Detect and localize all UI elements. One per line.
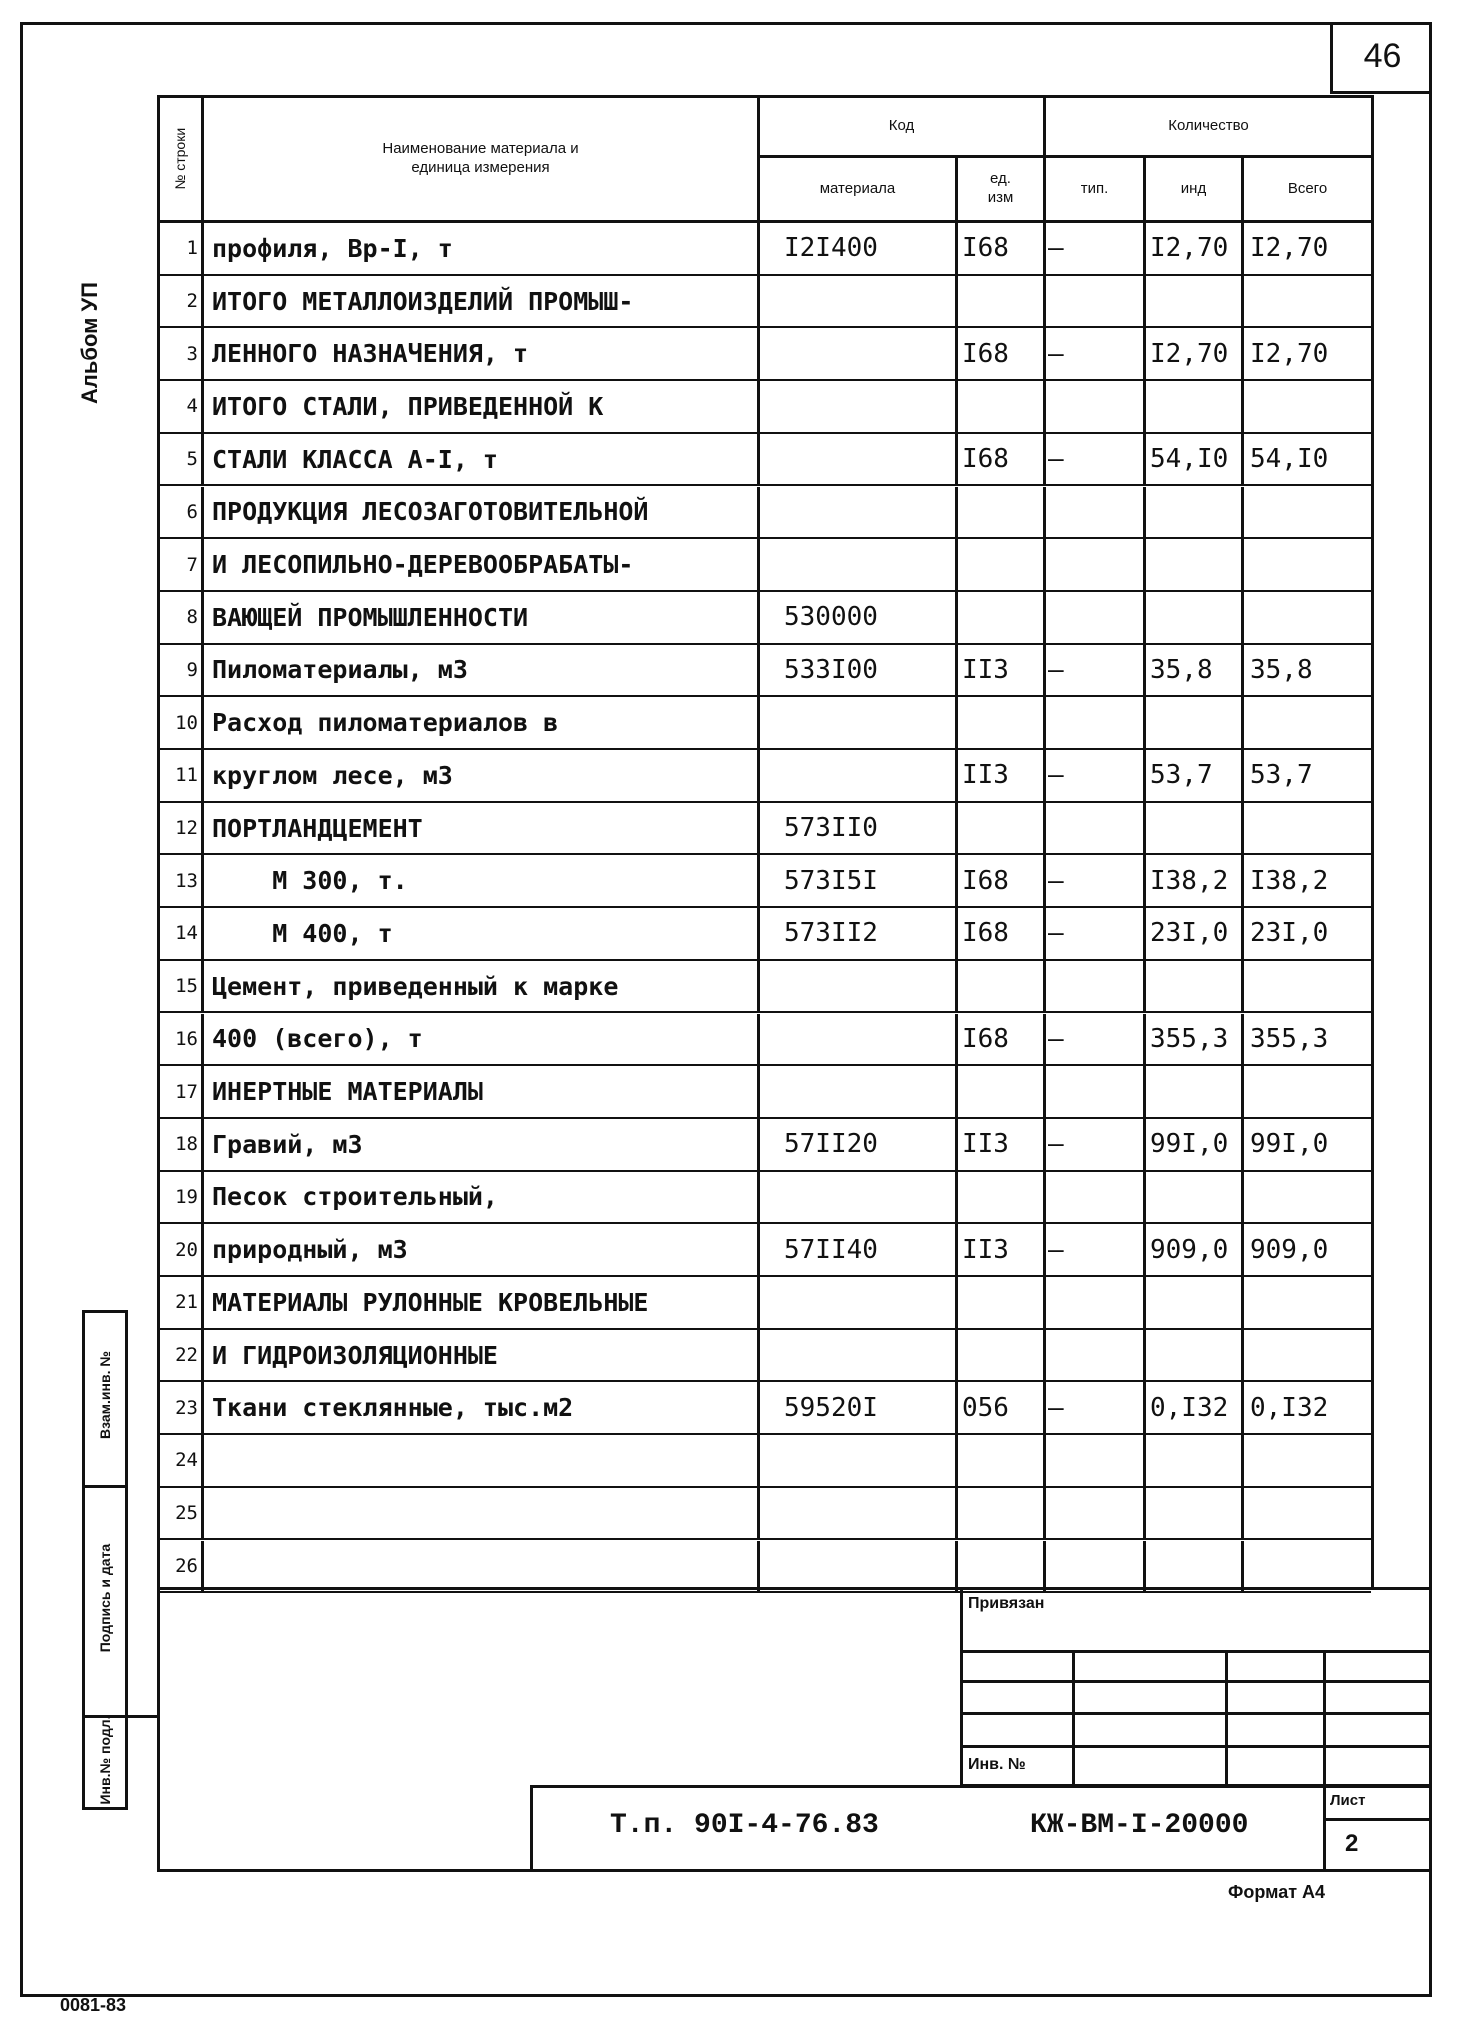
qty-typ bbox=[1046, 592, 1146, 643]
qty-total bbox=[1244, 1066, 1371, 1117]
unit-code: I68 bbox=[958, 1014, 1046, 1065]
qty-typ: – bbox=[1046, 750, 1146, 801]
material-code bbox=[760, 1172, 958, 1223]
qty-ind bbox=[1146, 487, 1244, 538]
qty-total bbox=[1244, 961, 1371, 1012]
unit-code bbox=[958, 803, 1046, 854]
qty-total bbox=[1244, 1488, 1371, 1539]
stamp-inv-label: Инв.№ подл. bbox=[97, 1715, 113, 1805]
qty-total: 909,0 bbox=[1250, 1234, 1329, 1265]
material-code: I2I400 bbox=[760, 223, 958, 274]
row-number: 3 bbox=[160, 328, 204, 379]
header-qty-ind: инд bbox=[1146, 158, 1244, 223]
qty-typ: – bbox=[1046, 1224, 1146, 1275]
row-number: 19 bbox=[160, 1172, 204, 1223]
table-row bbox=[160, 223, 1371, 276]
material-name: ИТОГО СТАЛИ, ПРИВЕДЕННОЙ К bbox=[204, 381, 760, 432]
qty-ind: I38,2 bbox=[1146, 855, 1244, 906]
qty-ind bbox=[1146, 803, 1244, 854]
material-code bbox=[760, 961, 958, 1012]
qty-typ bbox=[1046, 961, 1146, 1012]
qty-typ bbox=[1046, 697, 1146, 748]
qty-total: 35,8 bbox=[1250, 654, 1313, 685]
row-number: 24 bbox=[160, 1435, 204, 1486]
qty-total bbox=[1244, 592, 1371, 643]
material-code bbox=[760, 1541, 958, 1592]
material-code bbox=[760, 381, 958, 432]
row-number: 22 bbox=[160, 1330, 204, 1381]
qty-total: 0,I32 bbox=[1250, 1392, 1329, 1423]
qty-ind: I2,70 bbox=[1146, 328, 1244, 379]
unit-code bbox=[958, 1330, 1046, 1381]
material-code bbox=[760, 276, 958, 327]
header-qty-total: Всего bbox=[1244, 158, 1371, 223]
material-code: 573II0 bbox=[760, 803, 958, 854]
qty-typ bbox=[1046, 276, 1146, 327]
qty-total: 355,3 bbox=[1250, 1023, 1329, 1054]
row-number: 4 bbox=[160, 381, 204, 432]
unit-code bbox=[958, 381, 1046, 432]
list-number: 2 bbox=[1345, 1830, 1359, 1857]
material-name: И ЛЕСОПИЛЬНО-ДЕРЕВООБРАБАТЫ- bbox=[204, 539, 760, 590]
qty-ind bbox=[1146, 1541, 1244, 1592]
row-number: 8 bbox=[160, 592, 204, 643]
material-code bbox=[760, 434, 958, 485]
header-code-group: Код bbox=[760, 98, 1046, 158]
qty-ind bbox=[1146, 381, 1244, 432]
qty-ind: I2,70 bbox=[1146, 223, 1244, 274]
row-number: 16 bbox=[160, 1014, 204, 1065]
document-code: КЖ-ВМ-I-20000 bbox=[1030, 1810, 1249, 1841]
qty-typ: – bbox=[1046, 434, 1146, 485]
qty-ind bbox=[1146, 1066, 1244, 1117]
table-row bbox=[160, 381, 1371, 434]
unit-code: II3 bbox=[958, 750, 1046, 801]
qty-ind: 99I,0 bbox=[1146, 1119, 1244, 1170]
qty-typ bbox=[1046, 1066, 1146, 1117]
unit-code bbox=[958, 697, 1046, 748]
qty-total bbox=[1244, 539, 1371, 590]
material-name: ИНЕРТНЫЕ МАТЕРИАЛЫ bbox=[204, 1066, 760, 1117]
unit-code: I68 bbox=[958, 855, 1046, 906]
header-qty-group: Количество bbox=[1046, 98, 1371, 158]
unit-code bbox=[958, 1488, 1046, 1539]
row-number: 9 bbox=[160, 645, 204, 696]
row-number: 5 bbox=[160, 434, 204, 485]
table-row bbox=[160, 1277, 1371, 1330]
material-name: МАТЕРИАЛЫ РУЛОННЫЕ КРОВЕЛЬНЫЕ bbox=[204, 1277, 760, 1328]
qty-total bbox=[1244, 1435, 1371, 1486]
unit-code: II3 bbox=[958, 1119, 1046, 1170]
material-code: 530000 bbox=[760, 592, 958, 643]
qty-typ bbox=[1046, 1435, 1146, 1486]
table-row bbox=[160, 750, 1371, 803]
header-code-unit: ед. изм bbox=[958, 158, 1046, 223]
material-name bbox=[204, 1488, 760, 1539]
row-number: 7 bbox=[160, 539, 204, 590]
unit-code bbox=[958, 487, 1046, 538]
header-qty-typ: тип. bbox=[1046, 158, 1146, 223]
qty-ind bbox=[1146, 1277, 1244, 1328]
table-row bbox=[160, 961, 1371, 1014]
material-name: Песок строительный, bbox=[204, 1172, 760, 1223]
material-code bbox=[760, 1488, 958, 1539]
qty-ind bbox=[1146, 1330, 1244, 1381]
unit-code bbox=[958, 1172, 1046, 1223]
material-code bbox=[760, 1066, 958, 1117]
table-row bbox=[160, 328, 1371, 381]
material-code: 57II20 bbox=[760, 1119, 958, 1170]
qty-total: 53,7 bbox=[1250, 760, 1313, 791]
qty-typ bbox=[1046, 1330, 1146, 1381]
row-number: 23 bbox=[160, 1382, 204, 1433]
material-code bbox=[760, 750, 958, 801]
table-row bbox=[160, 487, 1371, 540]
row-number: 10 bbox=[160, 697, 204, 748]
row-number: 6 bbox=[160, 487, 204, 538]
header-code-material: материала bbox=[760, 158, 958, 223]
material-name: М 400, т bbox=[204, 908, 760, 959]
title-block-right bbox=[960, 1587, 1432, 1787]
album-label: Альбом УП bbox=[77, 282, 102, 405]
qty-ind: 54,I0 bbox=[1146, 434, 1244, 485]
unit-code: I68 bbox=[958, 434, 1046, 485]
table-row bbox=[160, 645, 1371, 698]
unit-code bbox=[958, 1066, 1046, 1117]
unit-code: 056 bbox=[958, 1382, 1046, 1433]
unit-code bbox=[958, 961, 1046, 1012]
qty-total: I2,70 bbox=[1250, 338, 1329, 369]
material-name: природный, м3 bbox=[204, 1224, 760, 1275]
qty-typ: – bbox=[1046, 645, 1146, 696]
material-name: Цемент, приведенный к марке bbox=[204, 961, 760, 1012]
table-row bbox=[160, 434, 1371, 487]
unit-code bbox=[958, 276, 1046, 327]
qty-typ bbox=[1046, 1172, 1146, 1223]
material-name: СТАЛИ КЛАССА А-I, т bbox=[204, 434, 760, 485]
table-row bbox=[160, 1224, 1371, 1277]
material-code bbox=[760, 697, 958, 748]
table-row bbox=[160, 592, 1371, 645]
qty-ind bbox=[1146, 276, 1244, 327]
material-code bbox=[760, 1014, 958, 1065]
stamp-podp-label: Подпись и дата bbox=[97, 1543, 113, 1653]
qty-typ: – bbox=[1046, 223, 1146, 274]
material-name: Ткани стеклянные, тыс.м2 bbox=[204, 1382, 760, 1433]
qty-ind: 23I,0 bbox=[1146, 908, 1244, 959]
qty-typ bbox=[1046, 1277, 1146, 1328]
material-code bbox=[760, 487, 958, 538]
material-code: 573I5I bbox=[760, 855, 958, 906]
unit-code: I68 bbox=[958, 328, 1046, 379]
qty-typ bbox=[1046, 1541, 1146, 1592]
qty-total bbox=[1244, 1277, 1371, 1328]
table-row bbox=[160, 1119, 1371, 1172]
qty-ind: 355,3 bbox=[1146, 1014, 1244, 1065]
row-number: 14 bbox=[160, 908, 204, 959]
material-code: 59520I bbox=[760, 1382, 958, 1433]
row-number: 26 bbox=[160, 1541, 204, 1592]
qty-total bbox=[1244, 276, 1371, 327]
row-number: 13 bbox=[160, 855, 204, 906]
qty-total: I2,70 bbox=[1250, 233, 1329, 264]
qty-total bbox=[1244, 487, 1371, 538]
material-name: круглом лесе, м3 bbox=[204, 750, 760, 801]
page-number: 46 bbox=[1330, 22, 1432, 94]
row-number: 18 bbox=[160, 1119, 204, 1170]
material-name: Расход пиломатериалов в bbox=[204, 697, 760, 748]
qty-ind: 909,0 bbox=[1146, 1224, 1244, 1275]
bottom-code: 0081-83 bbox=[60, 1995, 127, 2015]
row-number: 12 bbox=[160, 803, 204, 854]
row-number: 11 bbox=[160, 750, 204, 801]
row-number: 15 bbox=[160, 961, 204, 1012]
qty-total bbox=[1244, 697, 1371, 748]
row-number: 21 bbox=[160, 1277, 204, 1328]
qty-typ bbox=[1046, 1488, 1146, 1539]
stamp-vzam-label: Взам.инв. № bbox=[97, 1351, 113, 1439]
qty-typ: – bbox=[1046, 855, 1146, 906]
format-label: Формат А4 bbox=[1228, 1882, 1326, 1902]
material-name: Гравий, м3 bbox=[204, 1119, 760, 1170]
table-row bbox=[160, 1330, 1371, 1383]
material-code bbox=[760, 1435, 958, 1486]
qty-ind bbox=[1146, 1172, 1244, 1223]
qty-typ: – bbox=[1046, 908, 1146, 959]
material-code: 533I00 bbox=[760, 645, 958, 696]
qty-ind bbox=[1146, 697, 1244, 748]
table-row bbox=[160, 1382, 1371, 1435]
row-number: 17 bbox=[160, 1066, 204, 1117]
table-row bbox=[160, 1014, 1371, 1067]
qty-typ bbox=[1046, 381, 1146, 432]
material-code bbox=[760, 1330, 958, 1381]
row-number: 20 bbox=[160, 1224, 204, 1275]
qty-total bbox=[1244, 1330, 1371, 1381]
qty-ind bbox=[1146, 1488, 1244, 1539]
qty-ind bbox=[1146, 592, 1244, 643]
qty-total: 54,I0 bbox=[1250, 444, 1329, 475]
table-row bbox=[160, 1172, 1371, 1225]
inv-no-label: Инв. № bbox=[968, 1756, 1026, 1773]
qty-typ: – bbox=[1046, 1382, 1146, 1433]
unit-code: II3 bbox=[958, 1224, 1046, 1275]
material-code bbox=[760, 1277, 958, 1328]
qty-total: I38,2 bbox=[1250, 865, 1329, 896]
qty-ind: 0,I32 bbox=[1146, 1382, 1244, 1433]
qty-total bbox=[1244, 1172, 1371, 1223]
material-code: 573II2 bbox=[760, 908, 958, 959]
unit-code: II3 bbox=[958, 645, 1046, 696]
material-name: М 300, т. bbox=[204, 855, 760, 906]
material-name: 400 (всего), т bbox=[204, 1014, 760, 1065]
qty-typ: – bbox=[1046, 328, 1146, 379]
table-row bbox=[160, 1541, 1371, 1594]
table-row bbox=[160, 697, 1371, 750]
unit-code bbox=[958, 1277, 1046, 1328]
unit-code bbox=[958, 592, 1046, 643]
material-code bbox=[760, 328, 958, 379]
material-name: ИТОГО МЕТАЛЛОИЗДЕЛИЙ ПРОМЫШ- bbox=[204, 276, 760, 327]
project-code: Т.п. 90I-4-76.83 bbox=[610, 1810, 879, 1841]
unit-code bbox=[958, 1541, 1046, 1592]
qty-typ bbox=[1046, 803, 1146, 854]
qty-typ: – bbox=[1046, 1119, 1146, 1170]
table-row bbox=[160, 1488, 1371, 1541]
qty-ind: 53,7 bbox=[1146, 750, 1244, 801]
table-row bbox=[160, 908, 1371, 961]
row-number: 1 bbox=[160, 223, 204, 274]
material-name: ПОРТЛАНДЦЕМЕНТ bbox=[204, 803, 760, 854]
qty-ind bbox=[1146, 961, 1244, 1012]
material-name bbox=[204, 1435, 760, 1486]
material-name: профиля, Вр-I, т bbox=[204, 223, 760, 274]
material-code: 57II40 bbox=[760, 1224, 958, 1275]
qty-ind bbox=[1146, 1435, 1244, 1486]
table-row bbox=[160, 1066, 1371, 1119]
qty-ind: 35,8 bbox=[1146, 645, 1244, 696]
qty-total bbox=[1244, 1541, 1371, 1592]
list-label: Лист bbox=[1330, 1792, 1366, 1809]
unit-code: I68 bbox=[958, 908, 1046, 959]
qty-total bbox=[1244, 381, 1371, 432]
row-number: 25 bbox=[160, 1488, 204, 1539]
material-name: ЛЕННОГО НАЗНАЧЕНИЯ, т bbox=[204, 328, 760, 379]
qty-ind bbox=[1146, 539, 1244, 590]
unit-code bbox=[958, 539, 1046, 590]
header-row-no: № строки bbox=[160, 98, 204, 223]
privyazan-label: Привязан bbox=[968, 1595, 1045, 1612]
material-name: Пиломатериалы, м3 bbox=[204, 645, 760, 696]
qty-total: 23I,0 bbox=[1250, 918, 1329, 949]
qty-typ: – bbox=[1046, 1014, 1146, 1065]
qty-typ bbox=[1046, 539, 1146, 590]
header-name: Наименование материала и единица измерения bbox=[204, 98, 760, 223]
material-name: ПРОДУКЦИЯ ЛЕСОЗАГОТОВИТЕЛЬНОЙ bbox=[204, 487, 760, 538]
table-row bbox=[160, 803, 1371, 856]
row-number: 2 bbox=[160, 276, 204, 327]
materials-table bbox=[157, 95, 1374, 1590]
material-name bbox=[204, 1541, 760, 1592]
qty-total bbox=[1244, 803, 1371, 854]
qty-typ bbox=[1046, 487, 1146, 538]
table-row bbox=[160, 276, 1371, 329]
qty-total: 99I,0 bbox=[1250, 1129, 1329, 1160]
material-name: И ГИДРОИЗОЛЯЦИОННЫЕ bbox=[204, 1330, 760, 1381]
unit-code: I68 bbox=[958, 223, 1046, 274]
table-row bbox=[160, 1435, 1371, 1488]
unit-code bbox=[958, 1435, 1046, 1486]
material-name: ВАЮЩЕЙ ПРОМЫШЛЕННОСТИ bbox=[204, 592, 760, 643]
table-row bbox=[160, 539, 1371, 592]
material-code bbox=[760, 539, 958, 590]
table-row bbox=[160, 855, 1371, 908]
